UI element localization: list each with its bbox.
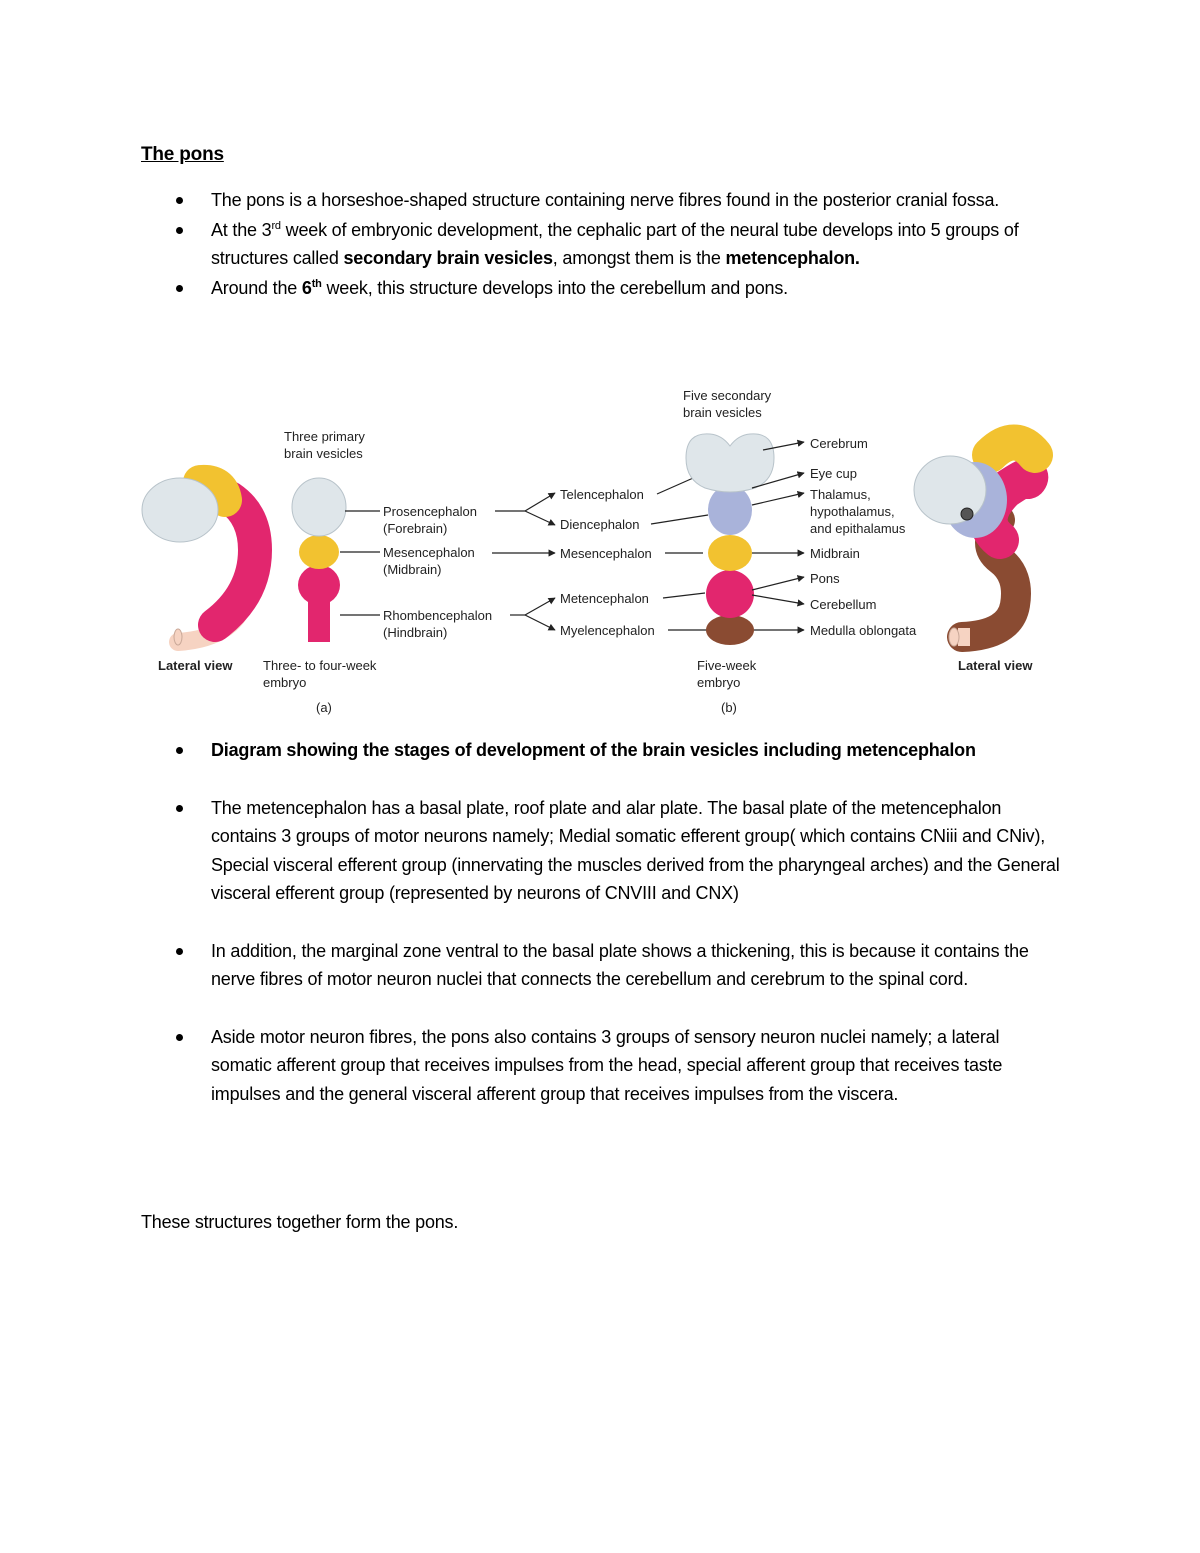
embryo-b-line2: embryo (697, 675, 741, 690)
list-item (0, 794, 1200, 908)
lateral-view-left-label: Lateral view (158, 658, 233, 673)
list-item (0, 1023, 1200, 1109)
label-diencephalon: Diencephalon (560, 517, 640, 532)
label-forebrain: (Forebrain) (383, 521, 448, 536)
bullet-icon (176, 948, 183, 955)
bold-term-metencephalon: metencephalon. (725, 248, 860, 268)
embryo-b-line1: Five-week (697, 658, 757, 673)
lateral-view-right-label: Lateral view (958, 658, 1033, 673)
label-eye-cup: Eye cup (810, 466, 857, 481)
intro-p2-c: , amongst them is the (552, 248, 726, 268)
label-medulla-oblongata: Medulla oblongata (810, 623, 917, 638)
label-hindbrain: (Hindbrain) (383, 625, 448, 640)
intro-p2-a: At the 3 (211, 219, 272, 240)
superscript: rd (271, 219, 281, 232)
list-item (0, 937, 1200, 994)
five-title-line1: Five secondary (683, 388, 772, 403)
diagram-caption: Diagram showing the stages of development of the brain vesicles including metencephalon (211, 740, 976, 760)
bullet-icon (176, 805, 183, 812)
secondary-vesicles-illustration (686, 434, 774, 645)
intro-list (0, 186, 1200, 303)
three-title-line1: Three primary (284, 429, 365, 444)
label-prosencephalon: Prosencephalon (383, 504, 477, 519)
bullet-icon (176, 227, 183, 234)
label-mesencephalon-secondary: Mesencephalon (560, 546, 652, 561)
body-paragraph-basal-plate: The metencephalon has a basal plate, roof plate and alar plate. The basal plate of the metencephalon contains 3 groups of motor neurons namely; Medial somatic efferent group( which contains CNiii and CNiv), Special visceral efferent group (innervating the muscles derived from the pharyngeal arches) and the General visceral efferent group (represented by neurons of CNVIII and CNX) (211, 797, 1060, 903)
lateral-view-left-illustration (142, 478, 255, 645)
intro-p2-b: week of embryonic development, the cephalic part of the neural tube develops into 5 groups of structures called (211, 219, 1019, 268)
intro-paragraph-1: The pons is a horseshoe-shaped structure containing nerve fibres found in the posterior cranial fossa. (211, 190, 1000, 210)
label-midbrain-primary: (Midbrain) (383, 562, 442, 577)
label-pons: Pons (810, 571, 840, 586)
list-item (0, 736, 1200, 765)
intro-p3-b: week, this structure develops into the cerebellum and pons. (321, 277, 788, 298)
label-telencephalon: Telencephalon (560, 487, 644, 502)
page-title: The pons (141, 144, 224, 165)
embryo-a-line2: embryo (263, 675, 307, 690)
brain-vesicles-diagram (130, 380, 1080, 720)
embryo-a-line1: Three- to four-week (263, 658, 377, 673)
bullet-icon (176, 285, 183, 292)
label-b: (b) (721, 700, 737, 715)
label-metencephalon: Metencephalon (560, 591, 649, 606)
five-title-line2: brain vesicles (683, 405, 762, 420)
label-cerebellum: Cerebellum (810, 597, 877, 612)
label-a: (a) (316, 700, 332, 715)
label-thalamus-line3: and epithalamus (810, 521, 906, 536)
three-title-line2: brain vesicles (284, 446, 363, 461)
closing-paragraph: These structures together form the pons. (141, 1212, 459, 1232)
bold-term-vesicles: secondary brain vesicles (343, 248, 553, 268)
superscript: th (311, 277, 322, 290)
lateral-view-right-illustration (914, 443, 1035, 647)
bullet-icon (176, 197, 183, 204)
bullet-icon (176, 747, 183, 754)
primary-vesicles-illustration (292, 478, 346, 642)
bold-number: 6 (301, 277, 312, 298)
body-list (0, 736, 1200, 1137)
label-myelencephalon: Myelencephalon (560, 623, 655, 638)
label-cerebrum: Cerebrum (810, 436, 868, 451)
body-paragraph-marginal-zone: In addition, the marginal zone ventral to the basal plate shows a thickening, this is because it contains the nerve fibres of motor neuron nuclei that connects the cerebellum and cerebrum to the spinal cord. (211, 940, 1029, 989)
label-thalamus-line1: Thalamus, (810, 487, 871, 502)
list-item (0, 216, 1200, 273)
label-mesencephalon-primary: Mesencephalon (383, 545, 475, 560)
intro-p3-a: Around the (211, 277, 302, 298)
list-item (0, 274, 1200, 303)
label-rhombencephalon: Rhombencephalon (383, 608, 493, 623)
label-midbrain-adult: Midbrain (810, 546, 860, 561)
body-paragraph-sensory-nuclei: Aside motor neuron fibres, the pons also contains 3 groups of sensory neuron nuclei namely; a lateral somatic afferent group that receives impulses from the head, special afferent group that receives taste impulses and the general visceral afferent group that receives impulses from the viscera. (211, 1026, 1003, 1104)
list-item (0, 186, 1200, 215)
label-thalamus-line2: hypothalamus, (810, 504, 895, 519)
bullet-icon (176, 1034, 183, 1041)
